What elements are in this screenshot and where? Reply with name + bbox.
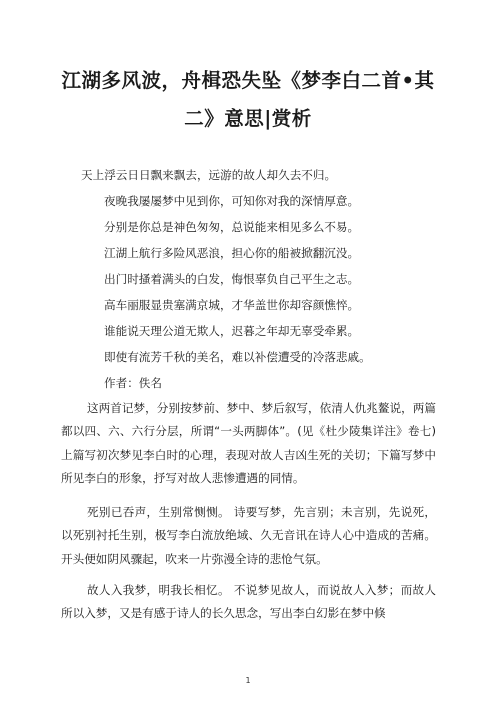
analysis-paragraph: 死别已吞声，生别常恻恻。 诗要写梦，先言别；未言别，先说死，以死别衬托生别，极写李白流放绝域、久无音讯在诗人心中造成的苦痛。开头便如阴风骤起，吹来一片弥漫全诗的悲怆气氛。 bbox=[61, 505, 436, 566]
analysis-paragraph: 故人入我梦，明我长相忆。 不说梦见故人，而说故人入梦；而故人所以入梦，又是有感于诗人的长久思念，写出李白幻影在梦中倏 bbox=[61, 583, 436, 621]
document-title-line-1: 江湖多风波，舟楫恐失坠《梦李白二首•其 bbox=[61, 69, 435, 92]
poem-line: 江湖上航行多险风恶浪，担心你的船被掀翻沉没。 bbox=[104, 246, 360, 260]
poem-line: 即使有流芳千秋的美名，难以补偿遭受的冷落悲戚。 bbox=[104, 350, 371, 364]
page-number: 1 bbox=[245, 676, 251, 685]
poem-line: 夜晚我屡屡梦中见到你，可知你对我的深情厚意。 bbox=[104, 194, 360, 208]
poem-line: 天上浮云日日飘来飘去，远游的故人却久去不归。 bbox=[81, 168, 337, 182]
poem-author: 作者：佚名 bbox=[104, 376, 162, 390]
analysis-paragraph: 这两首记梦，分别按梦前、梦中、梦后叙写，依清人仇兆鳌说，两篇都以四、六、六行分层，所谓“一头两脚体”。(见《杜少陵集详注》卷七)上篇写初次梦见李白时的心理，表现对故人吉凶生死的关切；下篇写梦中所见李白的形象，抒写对故人悲惨遭遇的同情。 bbox=[61, 401, 436, 485]
poem-line: 高车丽服显贵塞满京城，才华盖世你却容颜憔悴。 bbox=[104, 298, 360, 312]
poem-line: 谁能说天理公道无欺人，迟暮之年却无辜受牵累。 bbox=[104, 324, 360, 338]
document-title-line-2: 二》意思|赏析 bbox=[184, 107, 312, 130]
poem-line: 出门时搔着满头的白发，悔恨辜负自己平生之志。 bbox=[104, 272, 360, 286]
poem-line: 分别是你总是神色匆匆，总说能来相见多么不易。 bbox=[104, 220, 360, 234]
